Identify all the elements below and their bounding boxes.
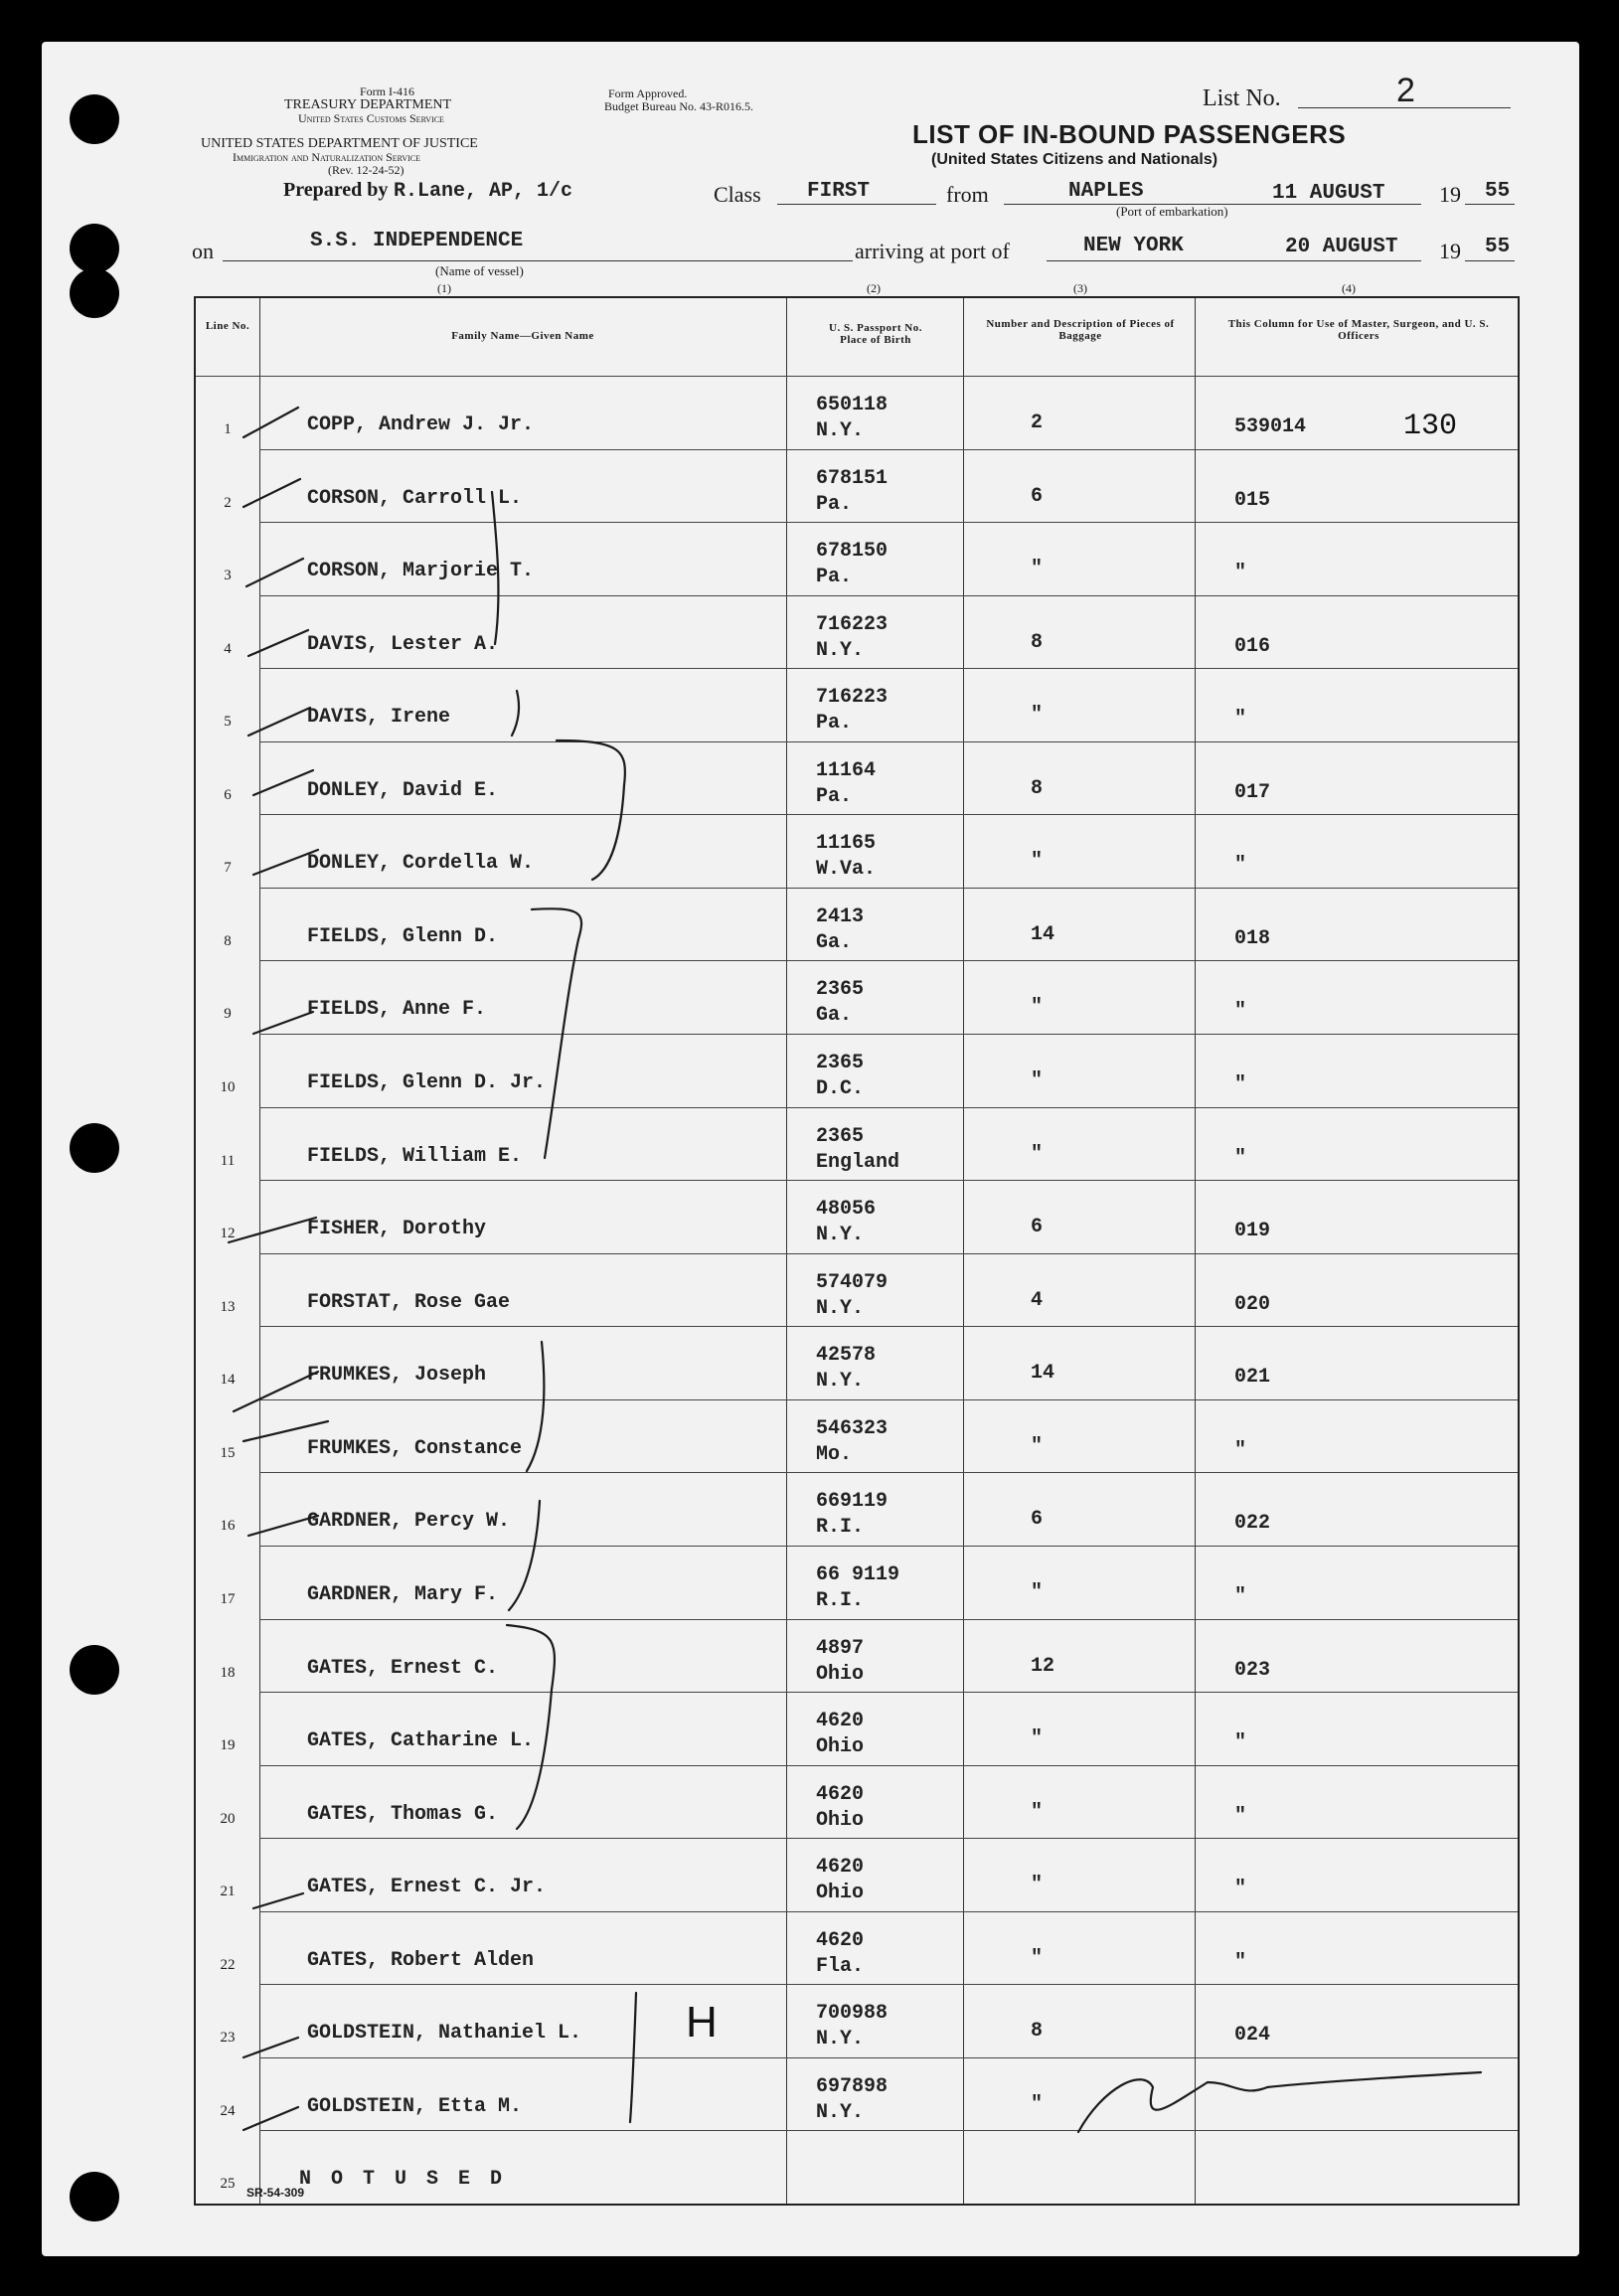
row-line-number: 13 <box>220 1298 236 1315</box>
row-birthplace: W.Va. <box>816 858 877 882</box>
class-value: FIRST <box>807 180 871 203</box>
row-line-number: 23 <box>220 2030 236 2047</box>
arrival-year: 55 <box>1485 236 1511 258</box>
col-number-2: (2) <box>867 281 881 295</box>
row-name: GOLDSTEIN, Nathaniel L. <box>307 2022 582 2046</box>
row-use: " <box>1234 1146 1247 1170</box>
row-baggage: " <box>1031 2092 1044 2116</box>
row-baggage: " <box>1031 996 1044 1020</box>
row-use: " <box>1234 562 1247 585</box>
row-passport: 66 9119 <box>816 1562 900 1586</box>
row-birthplace: Ga. <box>816 930 853 954</box>
prepared-by-label: Prepared by <box>283 179 389 201</box>
list-no-label: List No. <box>1203 85 1281 111</box>
form-subtitle: (United States Citizens and Nationals) <box>931 151 1218 168</box>
header-name: Family Name—Given Name <box>451 330 594 342</box>
row-line-number: 17 <box>220 1590 236 1607</box>
row-name: FISHER, Dorothy <box>307 1218 487 1241</box>
row-baggage: " <box>1031 1142 1044 1166</box>
row-name: FRUMKES, Joseph <box>307 1364 487 1388</box>
row-baggage: 12 <box>1031 1654 1055 1678</box>
row-baggage: " <box>1031 1946 1044 1970</box>
row-use: " <box>1234 854 1247 878</box>
bracket-mark <box>532 908 581 1158</box>
row-use: 022 <box>1234 1512 1271 1536</box>
row-line-number: 5 <box>224 714 232 731</box>
col-number-1: (1) <box>437 281 451 295</box>
row-line-number: 8 <box>224 932 232 949</box>
on-label: on <box>192 239 214 263</box>
row-passport: 678151 <box>816 466 889 490</box>
from-label: from <box>946 182 989 207</box>
row-baggage: 6 <box>1031 484 1044 508</box>
col-number-4: (4) <box>1342 281 1356 295</box>
row-baggage: " <box>1031 1800 1044 1824</box>
row-use: 020 <box>1234 1292 1271 1316</box>
bracket-mark <box>509 1501 540 1610</box>
row-use: 021 <box>1234 1366 1271 1390</box>
row-line-number: 19 <box>220 1737 236 1754</box>
row-name: GATES, Thomas G. <box>307 1802 499 1826</box>
row-use: 015 <box>1234 488 1271 512</box>
row-name: GARDNER, Mary F. <box>307 1582 499 1606</box>
row-name: FRUMKES, Constance <box>307 1436 523 1460</box>
row-baggage: " <box>1031 1434 1044 1458</box>
row-passport: 716223 <box>816 612 889 636</box>
row-line-number: 16 <box>220 1518 236 1535</box>
row-passport: 700988 <box>816 2002 889 2026</box>
year-prefix-2: 19 <box>1439 239 1461 263</box>
row-birthplace: Pa. <box>816 492 853 516</box>
row-use: 023 <box>1234 1658 1271 1682</box>
row-passport: 678150 <box>816 540 889 564</box>
row-birthplace: N.Y. <box>816 638 865 662</box>
row-use: 016 <box>1234 634 1271 658</box>
row-use: " <box>1234 1000 1247 1024</box>
row-line-number: 10 <box>220 1079 236 1096</box>
row-birthplace: N.Y. <box>816 2100 865 2124</box>
row-birthplace: N.Y. <box>816 1224 865 1247</box>
bracket-mark <box>512 691 519 736</box>
row-baggage: 6 <box>1031 1216 1044 1239</box>
row-birthplace: Ohio <box>816 1735 865 1759</box>
col-number-3: (3) <box>1073 281 1087 295</box>
row-line-number: 9 <box>224 1006 232 1023</box>
row-use: " <box>1234 708 1247 732</box>
signature-mark <box>1078 2072 1481 2132</box>
row-baggage: " <box>1031 558 1044 581</box>
row-use: " <box>1234 1584 1247 1608</box>
prepared-by-value: R.Lane, AP, 1/c <box>394 180 573 203</box>
form-title: LIST OF IN-BOUND PASSENGERS <box>912 119 1347 149</box>
row-baggage: 8 <box>1031 776 1044 800</box>
row-birthplace: Fla. <box>816 1954 865 1978</box>
handwritten-number: 130 <box>1403 410 1458 443</box>
row-passport: 574079 <box>816 1270 889 1294</box>
row-passport: 42578 <box>816 1344 877 1368</box>
row-passport: 4620 <box>816 1710 865 1733</box>
row-use: " <box>1234 1073 1247 1097</box>
row-birthplace: Mo. <box>816 1442 853 1466</box>
row-birthplace: Pa. <box>816 566 853 589</box>
row-line-number: 15 <box>220 1444 236 1461</box>
row-name: GATES, Catharine L. <box>307 1729 535 1753</box>
row-name: GATES, Ernest C. <box>307 1656 499 1680</box>
handwritten-h: H <box>686 1998 718 2047</box>
class-label: Class <box>714 182 761 207</box>
row-name: FIELDS, Glenn D. Jr. <box>307 1071 547 1095</box>
row-name: DAVIS, Lester A. <box>307 632 499 656</box>
row-line-number: 1 <box>224 421 232 437</box>
row-birthplace: Ga. <box>816 1004 853 1028</box>
bracket-mark <box>557 740 625 880</box>
justice-dept: UNITED STATES DEPARTMENT OF JUSTICE <box>201 136 478 151</box>
row-birthplace: D.C. <box>816 1077 865 1101</box>
row-passport: 11165 <box>816 832 877 856</box>
row-birthplace: Ohio <box>816 1882 865 1905</box>
row-line-number: 18 <box>220 1664 236 1681</box>
row-line-number: 22 <box>220 1956 236 1973</box>
row-baggage: 14 <box>1031 1362 1055 1386</box>
row-birthplace: Ohio <box>816 1808 865 1832</box>
row-name: FORSTAT, Rose Gae <box>307 1290 511 1314</box>
row-name: DONLEY, Cordella W. <box>307 852 535 876</box>
row-baggage: 6 <box>1031 1508 1044 1532</box>
row-birthplace: N.Y. <box>816 1370 865 1394</box>
row-name: FIELDS, Glenn D. <box>307 924 499 948</box>
row-line-number: 6 <box>224 786 232 803</box>
row-passport: 2365 <box>816 978 865 1002</box>
row-birthplace: R.I. <box>816 1588 865 1612</box>
row-passport: 697898 <box>816 2074 889 2098</box>
row-name: DAVIS, Irene <box>307 706 451 730</box>
row-birthplace: N.Y. <box>816 1296 865 1320</box>
vessel-caption: (Name of vessel) <box>435 263 524 278</box>
row-use: 539014 <box>1234 415 1307 438</box>
row-baggage: " <box>1031 1727 1044 1751</box>
bracket-mark <box>492 492 498 644</box>
row-baggage: " <box>1031 1580 1044 1604</box>
row-passport: 2413 <box>816 904 865 928</box>
row-name: DONLEY, David E. <box>307 778 499 802</box>
row-name: GATES, Ernest C. Jr. <box>307 1876 547 1899</box>
row-line-number: 11 <box>220 1152 236 1169</box>
from-value: NAPLES <box>1068 180 1144 203</box>
row-passport: 2365 <box>816 1124 865 1148</box>
row-name: N O T U S E D <box>299 2168 507 2192</box>
ins-service: Immigration and Naturalization Service <box>233 150 421 164</box>
bracket-mark <box>527 1342 544 1471</box>
row-birthplace: Pa. <box>816 784 853 808</box>
row-baggage: 2 <box>1031 411 1044 434</box>
row-passport: 48056 <box>816 1198 877 1222</box>
header-line-no: Line No. <box>205 320 250 332</box>
row-name: CORSON, Marjorie T. <box>307 560 535 583</box>
arriving-label: arriving at port of <box>855 239 1010 263</box>
row-birthplace: Ohio <box>816 1662 865 1686</box>
row-use: " <box>1234 1731 1247 1755</box>
row-name: FIELDS, William E. <box>307 1144 523 1168</box>
arrival-date: 20 AUGUST <box>1285 236 1398 258</box>
vessel-value: S.S. INDEPENDENCE <box>310 230 524 252</box>
arrival-port: NEW YORK <box>1083 235 1184 257</box>
header-passport: U. S. Passport No. Place of Birth <box>829 322 922 346</box>
treasury-dept: TREASURY DEPARTMENT <box>284 97 452 112</box>
footer-code: SR-54-309 <box>246 2186 305 2200</box>
row-line-number: 25 <box>220 2176 236 2193</box>
row-baggage: " <box>1031 850 1044 874</box>
row-baggage: " <box>1031 1069 1044 1093</box>
row-use: 018 <box>1234 926 1271 950</box>
row-birthplace: England <box>816 1150 900 1174</box>
list-no-value: 2 <box>1396 72 1415 109</box>
row-name: FIELDS, Anne F. <box>307 998 487 1022</box>
row-name: GARDNER, Percy W. <box>307 1510 511 1534</box>
row-use: " <box>1234 1438 1247 1462</box>
row-passport: 4620 <box>816 1856 865 1880</box>
row-line-number: 20 <box>220 1810 236 1827</box>
budget-bureau: Budget Bureau No. 43-R016.5. <box>604 99 753 113</box>
row-baggage: " <box>1031 704 1044 728</box>
row-line-number: 2 <box>224 494 232 511</box>
row-name: GATES, Robert Alden <box>307 1948 535 1972</box>
row-use: " <box>1234 1950 1247 1974</box>
row-use: 017 <box>1234 780 1271 804</box>
bracket-mark <box>507 1625 555 1829</box>
row-line-number: 24 <box>220 2102 236 2119</box>
row-baggage: 4 <box>1031 1288 1044 1312</box>
customs-service: United States Customs Service <box>298 111 444 125</box>
row-baggage: 8 <box>1031 630 1044 654</box>
row-passport: 4897 <box>816 1636 865 1660</box>
row-passport: 11164 <box>816 758 877 782</box>
row-name: GOLDSTEIN, Etta M. <box>307 2094 523 2118</box>
row-baggage: " <box>1031 1874 1044 1897</box>
form-number: Form I-416 <box>360 84 414 98</box>
row-passport: 669119 <box>816 1490 889 1514</box>
form-approved: Form Approved. <box>608 86 688 100</box>
vertical-mark <box>630 1993 636 2122</box>
row-birthplace: R.I. <box>816 1516 865 1540</box>
row-line-number: 4 <box>224 640 232 657</box>
embark-date: 11 AUGUST <box>1272 182 1385 205</box>
header-baggage: Number and Description of Pieces of Baggage <box>986 318 1175 342</box>
row-baggage: 8 <box>1031 2020 1044 2044</box>
row-birthplace: N.Y. <box>816 419 865 442</box>
row-name: CORSON, Carroll L. <box>307 486 523 510</box>
row-passport: 4620 <box>816 1928 865 1952</box>
embark-year: 55 <box>1485 180 1511 203</box>
row-line-number: 12 <box>220 1226 236 1242</box>
port-embark-caption: (Port of embarkation) <box>1116 204 1228 219</box>
row-birthplace: N.Y. <box>816 2028 865 2051</box>
row-name: COPP, Andrew J. Jr. <box>307 413 535 436</box>
row-line-number: 3 <box>224 568 232 584</box>
row-passport: 716223 <box>816 686 889 710</box>
row-birthplace: Pa. <box>816 712 853 736</box>
row-line-number: 21 <box>220 1884 236 1900</box>
row-baggage: 14 <box>1031 922 1055 946</box>
header-use: This Column for Use of Master, Surgeon, and U. S. Officers <box>1227 318 1490 342</box>
row-line-number: 7 <box>224 860 232 877</box>
row-passport: 650118 <box>816 394 889 416</box>
row-passport: 4620 <box>816 1782 865 1806</box>
row-line-number: 14 <box>220 1372 236 1389</box>
row-use: " <box>1234 1878 1247 1901</box>
row-passport: 2365 <box>816 1052 865 1075</box>
row-use: 019 <box>1234 1220 1271 1243</box>
row-use: 024 <box>1234 2024 1271 2048</box>
revision: (Rev. 12-24-52) <box>328 163 405 177</box>
row-passport: 546323 <box>816 1416 889 1440</box>
row-use: " <box>1234 1804 1247 1828</box>
year-prefix: 19 <box>1439 182 1461 207</box>
